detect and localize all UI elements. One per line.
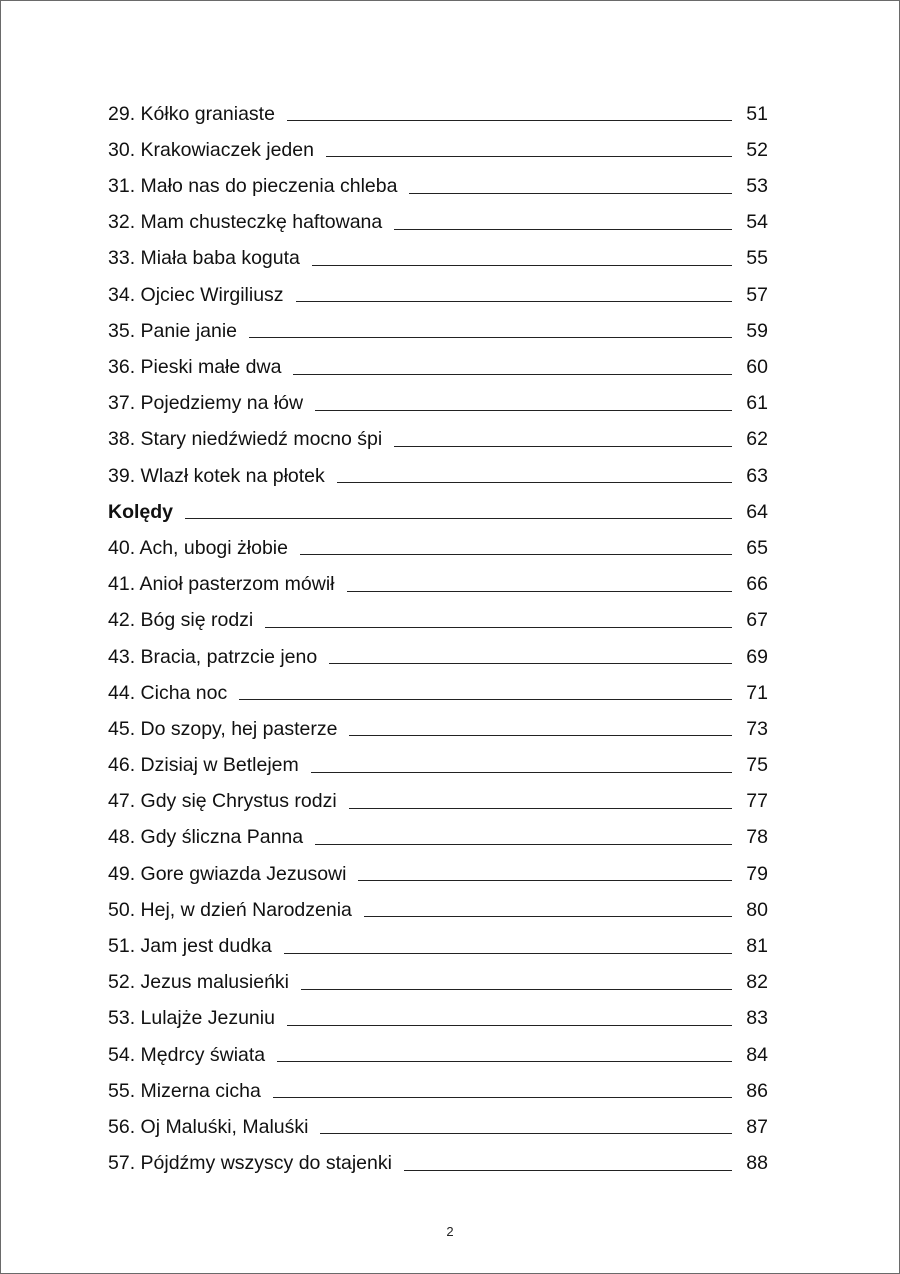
toc-entry bbox=[108, 924, 768, 960]
toc-leader-line bbox=[394, 446, 732, 447]
toc-entry-title: 44. Cicha noc bbox=[108, 681, 228, 704]
toc-leader-line bbox=[394, 229, 732, 230]
toc-leader-line bbox=[326, 156, 732, 157]
toc-entry-page: 87 bbox=[746, 1115, 768, 1138]
toc-entry-title: Kolędy bbox=[108, 500, 174, 523]
toc-leader-line bbox=[265, 627, 732, 628]
toc-entry bbox=[108, 92, 768, 128]
toc-entry-page: 52 bbox=[746, 138, 768, 161]
toc-leader-line bbox=[296, 301, 732, 302]
toc-entry-page: 73 bbox=[746, 717, 768, 740]
toc-entry-title: 34. Ojciec Wirgiliusz bbox=[108, 283, 284, 306]
toc-entry bbox=[108, 635, 768, 671]
toc-leader-line bbox=[404, 1170, 732, 1171]
toc-entry-page: 64 bbox=[746, 500, 768, 523]
toc-entry-title: 48. Gdy śliczna Panna bbox=[108, 826, 304, 849]
toc-entry-title: 47. Gdy się Chrystus rodzi bbox=[108, 790, 337, 813]
toc-entry-page: 82 bbox=[746, 971, 768, 994]
toc-entry-page: 61 bbox=[746, 392, 768, 415]
toc-entry-page: 77 bbox=[746, 790, 768, 813]
toc-entry-title: 57. Pójdźmy wszyscy do stajenki bbox=[108, 1152, 392, 1175]
toc-leader-line bbox=[337, 482, 732, 483]
toc-entry-title: 35. Panie janie bbox=[108, 319, 238, 342]
toc-leader-line bbox=[284, 953, 732, 954]
toc-entry bbox=[108, 345, 768, 381]
toc-leader-line bbox=[185, 518, 732, 519]
toc-entry-page: 51 bbox=[746, 102, 768, 125]
toc-leader-line bbox=[287, 1025, 732, 1026]
toc-leader-line bbox=[301, 989, 732, 990]
toc-leader-line bbox=[249, 337, 732, 338]
toc-entry bbox=[108, 816, 768, 852]
page-number: 2 bbox=[446, 1224, 454, 1239]
toc-entry bbox=[108, 273, 768, 309]
toc-entry-page: 55 bbox=[746, 247, 768, 270]
toc-entry-page: 79 bbox=[746, 862, 768, 885]
toc-entry bbox=[108, 961, 768, 997]
toc-entry-page: 86 bbox=[746, 1079, 768, 1102]
toc-entry bbox=[108, 562, 768, 598]
toc-entry bbox=[108, 526, 768, 562]
toc-entry-page: 66 bbox=[746, 573, 768, 596]
toc-entry-page: 75 bbox=[746, 754, 768, 777]
toc-entry-title: 30. Krakowiaczek jeden bbox=[108, 138, 314, 161]
toc-leader-line bbox=[311, 772, 732, 773]
toc-entry-page: 71 bbox=[746, 681, 768, 704]
toc-leader-line bbox=[277, 1061, 732, 1062]
toc-entry-title: 43. Bracia, patrzcie jeno bbox=[108, 645, 318, 668]
toc-entry bbox=[108, 128, 768, 164]
toc-entry-page: 88 bbox=[746, 1152, 768, 1175]
toc-entry-title: 39. Wlazł kotek na płotek bbox=[108, 464, 325, 487]
toc-entry-title: 45. Do szopy, hej pasterze bbox=[108, 717, 338, 740]
toc-leader-line bbox=[349, 735, 732, 736]
toc-entry-page: 81 bbox=[746, 935, 768, 957]
toc-entry-title: 49. Gore gwiazda Jezusowi bbox=[108, 862, 347, 885]
toc-entry-title: 54. Mędrcy świata bbox=[108, 1043, 266, 1066]
toc-entry-title: 41. Anioł pasterzom mówił bbox=[108, 573, 335, 596]
toc-entry bbox=[108, 201, 768, 237]
toc-leader-line bbox=[315, 844, 732, 845]
toc-entry bbox=[108, 599, 768, 635]
toc-leader-line bbox=[312, 265, 732, 266]
toc-leader-line bbox=[273, 1097, 732, 1098]
toc-entry-title: 50. Hej, w dzień Narodzenia bbox=[108, 898, 352, 921]
toc-entry-title: 42. Bóg się rodzi bbox=[108, 609, 254, 632]
toc-leader-line bbox=[409, 193, 732, 194]
toc-entry bbox=[108, 309, 768, 345]
toc-entry-title: 29. Kółko graniaste bbox=[108, 102, 275, 125]
toc-entry-page: 83 bbox=[746, 1007, 768, 1030]
toc-section-heading bbox=[108, 490, 768, 526]
toc-entry bbox=[108, 743, 768, 779]
toc-entry-page: 84 bbox=[746, 1043, 768, 1066]
toc-entry-title: 37. Pojedziemy na łów bbox=[108, 392, 304, 415]
toc-entry bbox=[108, 671, 768, 707]
toc-entry bbox=[108, 1033, 768, 1069]
toc-entry-page: 59 bbox=[746, 319, 768, 342]
toc-entry-title: 40. Ach, ubogi żłobie bbox=[108, 536, 288, 559]
toc-entry-page: 67 bbox=[746, 609, 768, 632]
toc-leader-line bbox=[287, 120, 732, 121]
toc-leader-line bbox=[349, 808, 732, 809]
toc-entry-page: 78 bbox=[746, 826, 768, 849]
toc-entry bbox=[108, 1105, 768, 1141]
toc-entry-title: 33. Miała baba koguta bbox=[108, 247, 300, 270]
toc-entry bbox=[108, 237, 768, 273]
toc-leader-line bbox=[239, 699, 732, 700]
toc-entry bbox=[108, 418, 768, 454]
toc-entry-title: 51. Jam jest dudka bbox=[108, 935, 272, 957]
toc-entry-page: 57 bbox=[746, 283, 768, 306]
toc-entry bbox=[108, 454, 768, 490]
toc-entry bbox=[108, 164, 768, 200]
table-of-contents bbox=[108, 92, 768, 1178]
toc-leader-line bbox=[293, 374, 732, 375]
toc-entry-title: 53. Lulajże Jezuniu bbox=[108, 1007, 275, 1030]
toc-entry bbox=[108, 1141, 768, 1177]
toc-entry bbox=[108, 852, 768, 888]
toc-entry-page: 62 bbox=[746, 428, 768, 451]
toc-leader-line bbox=[300, 554, 732, 555]
toc-entry bbox=[108, 780, 768, 816]
toc-entry bbox=[108, 382, 768, 418]
toc-entry bbox=[108, 888, 768, 924]
toc-leader-line bbox=[320, 1133, 732, 1134]
toc-leader-line bbox=[347, 591, 732, 592]
toc-entry-title: 32. Mam chusteczkę haftowana bbox=[108, 211, 383, 234]
toc-entry-page: 80 bbox=[746, 898, 768, 921]
toc-entry-title: 55. Mizerna cicha bbox=[108, 1079, 261, 1102]
toc-entry bbox=[108, 707, 768, 743]
toc-leader-line bbox=[329, 663, 732, 664]
toc-leader-line bbox=[364, 916, 732, 917]
toc-entry-page: 65 bbox=[746, 536, 768, 559]
toc-entry-page: 63 bbox=[746, 464, 768, 487]
toc-entry-title: 31. Mało nas do pieczenia chleba bbox=[108, 175, 398, 198]
toc-entry-page: 60 bbox=[746, 356, 768, 378]
toc-entry-title: 52. Jezus malusieńki bbox=[108, 971, 290, 994]
toc-leader-line bbox=[315, 410, 732, 411]
toc-entry-title: 46. Dzisiaj w Betlejem bbox=[108, 754, 299, 777]
toc-entry-title: 56. Oj Maluśki, Maluśki bbox=[108, 1115, 309, 1138]
toc-entry-page: 53 bbox=[746, 175, 768, 198]
toc-entry-page: 54 bbox=[746, 211, 768, 234]
toc-entry bbox=[108, 997, 768, 1033]
toc-entry-page: 69 bbox=[746, 645, 768, 668]
toc-entry-title: 38. Stary niedźwiedź mocno śpi bbox=[108, 428, 383, 451]
toc-leader-line bbox=[358, 880, 732, 881]
toc-entry bbox=[108, 1069, 768, 1105]
toc-entry-title: 36. Pieski małe dwa bbox=[108, 356, 282, 378]
